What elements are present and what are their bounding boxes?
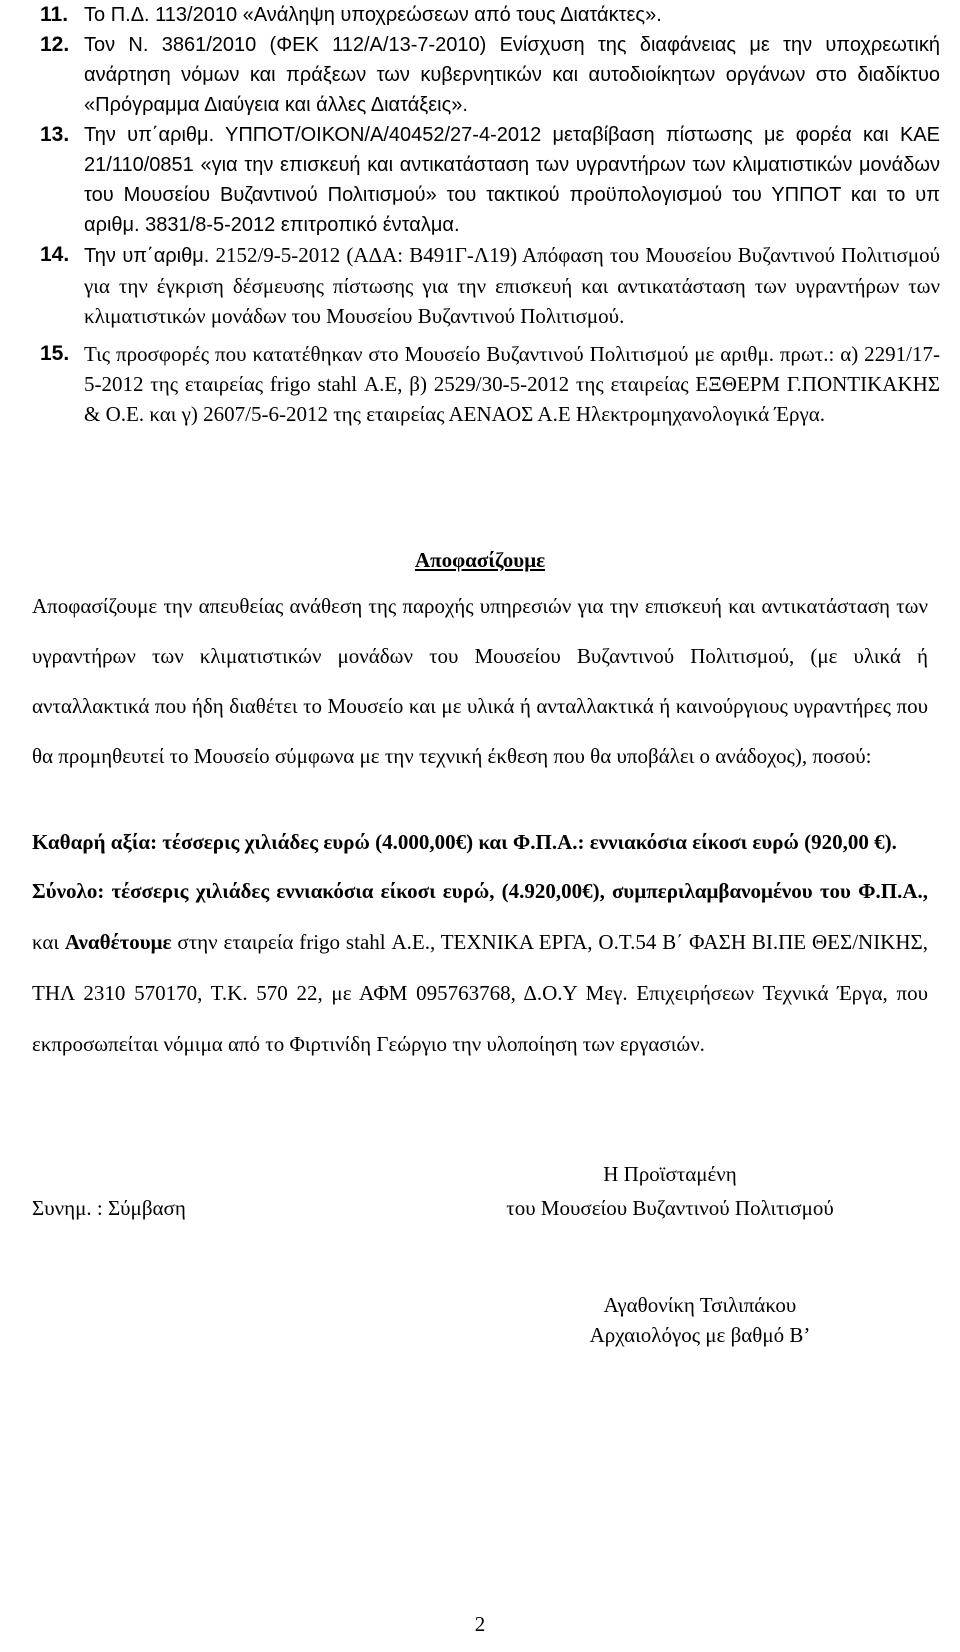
item-text-wrapper — [84, 240, 940, 331]
decision-heading: Αποφασίζουμε — [414, 548, 546, 572]
item-lead: Την υπ΄αριθμ. — [84, 245, 210, 267]
item-text-wrapper — [84, 120, 940, 240]
item-number: 15. — [40, 342, 70, 365]
reference-list — [40, 0, 940, 429]
signatory-block — [500, 1290, 900, 1350]
item-lead: Την υπ΄αριθμ. — [84, 124, 215, 146]
item-text: Τον Ν. 3861/2010 (ΦΕΚ 112/Α/13-7-2010) Ενίσχυση της διαφάνειας με την υποχρεωτική ανάρτηση νόμων και πράξεων των κυβερνητικών και αυτοδιοίκητων οργάνων στο διαδίκτυο «Πρόγραμμα Διαύγεια και άλλες Διατάξεις». — [84, 34, 940, 116]
total-connector: και — [32, 930, 65, 954]
item-text: 2152/9-5-2012 (ΑΔΑ: Β491Γ-Λ19) Απόφαση του Μουσείου Βυζαντινού Πολιτισμού για την έγκριση δέσμευσης πίστωσης για την επισκευή και αντικατάσταση των υγραντήρων των κλιματιστικών μονάδων του Μουσείου Βυζαντινού Πολιτισμού. — [84, 243, 940, 328]
page-number: 2 — [474, 1612, 486, 1636]
signatory-role: Η Προϊσταμένη — [603, 1162, 737, 1186]
list-item — [40, 240, 940, 331]
item-number: 11. — [40, 3, 69, 26]
signatory-title: Αρχαιολόγος με βαθμό Β’ — [589, 1323, 811, 1347]
item-number: 12. — [40, 33, 70, 56]
list-item — [40, 30, 940, 120]
item-text: Το Π.Δ. 113/2010 «Ανάληψη υποχρεώσεων από τους Διατάκτες». — [84, 4, 662, 26]
attachment-note: Συνημ. : Σύμβαση — [32, 1196, 186, 1220]
total-paragraph — [32, 866, 928, 1070]
assign-verb: Αναθέτουμε — [64, 930, 172, 954]
signatory-organization: του Μουσείου Βυζαντινού Πολιτισμού — [506, 1196, 834, 1220]
item-number: 13. — [40, 123, 70, 146]
item-text: ΥΠΠΟΤ/ΟΙΚΟΝ/Α/40452/27-4-2012 μεταβίβαση πίστωσης με φορέα και ΚΑΕ 21/110/0851 «για την επισκευή και αντικατάσταση των υγραντήρων των κλιματιστικών μονάδων του Μουσείου Βυζαντινού Πολιτισμού» του τακτικού προϋπολογισμού του ΥΠΠΟΤ και το υπ αριθμ. 3831/8-5-2012 επιτροπικό ένταλμα. — [84, 124, 940, 236]
list-item — [40, 120, 940, 240]
amount-paragraph: Καθαρή αξία: τέσσερις χιλιάδες ευρώ (4.000,00€) και Φ.Π.Α.: εννιακόσια είκοσι ευρώ (920,00 €). — [32, 830, 897, 854]
list-item — [40, 339, 940, 429]
total-amount: Σύνολο: τέσσερις χιλιάδες εννιακόσια είκοσι ευρώ, (4.920,00€), συμπεριλαμβανομένου του Φ.Π.Α., — [32, 879, 928, 903]
item-text: Τις προσφορές που κατατέθηκαν στο Μουσείο Βυζαντινού Πολιτισμού με αριθμ. πρωτ.: α) 2291/17-5-2012 της εταιρείας frigo stahl Α.Ε, β) 2529/30-5-2012 της εταιρείας ΕΞΘΕΡΜ Γ.ΠΟΝΤΙΚΑΚΗΣ & Ο.Ε. και γ) 2607/5-6-2012 της εταιρείας ΑΕΝΑΟΣ Α.Ε Ηλεκτρομηχανολογικά Έργα. — [84, 342, 940, 426]
decision-paragraph: Αποφασίζουμε την απευθείας ανάθεση της παροχής υπηρεσιών για την επισκευή και αντικατάσταση των υγραντήρων των κλιματιστικών μονάδων του Μουσείου Βυζαντινού Πολιτισμού, (με υλικά ή ανταλλακτικά που ήδη διαθέτει το Μουσείο και με υλικά ή ανταλλακτικά ή καινούργιους υγραντήρες που θα προμηθευτεί το Μουσείο σύμφωνα με την τεχνική έκθεση που θα υποβάλει ο ανάδοχος), ποσού: — [32, 594, 928, 768]
list-item — [40, 0, 940, 30]
signatory-name: Αγαθονίκη Τσιλιπάκου — [603, 1293, 797, 1317]
item-number: 14. — [40, 243, 70, 266]
contractor-details: στην εταιρεία frigo stahl Α.Ε., ΤΕΧΝΙΚΑ ΕΡΓΑ, Ο.Τ.54 Β΄ ΦΑΣΗ ΒΙ.ΠΕ ΘΕΣ/ΝΙΚΗΣ, ΤΗΛ 2310 570170, Τ.Κ. 570 22, με ΑΦΜ 095763768, Δ.Ο.Υ Μεγ. Επιχειρήσεων Τεχνικά Έργα, που εκπροσωπείται νόμιμα από το Φιρτινίδη Γεώργιο την υλοποίηση των εργασιών. — [32, 930, 928, 1056]
